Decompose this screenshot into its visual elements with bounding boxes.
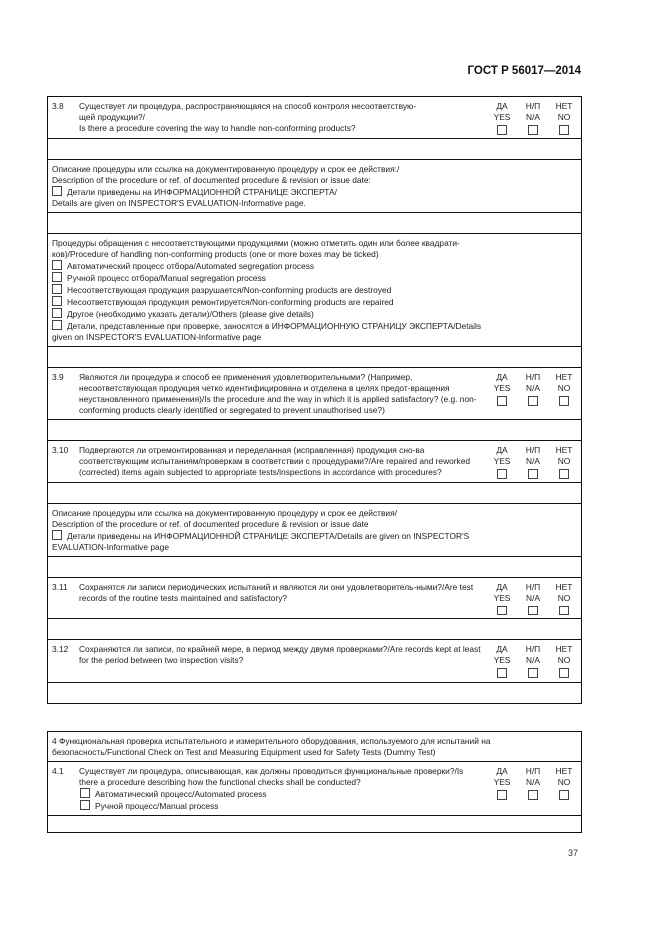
question-number: 3.11 (52, 582, 68, 592)
answer-options (489, 582, 577, 615)
no-label-en: NO (557, 655, 571, 665)
answer-options (489, 644, 577, 679)
no-label-en: NO (557, 456, 571, 466)
question-number: 3.8 (52, 101, 64, 111)
no-checkbox[interactable] (559, 469, 569, 479)
question-text-ru: Существует ли процедура, распространяющаяся на способ контроля несоответствую- (79, 101, 417, 111)
yes-checkbox[interactable] (497, 396, 507, 406)
procedure-description-block (48, 160, 582, 213)
automated-process-label: Автоматический процесс/Automated process (95, 789, 267, 799)
no-checkbox[interactable] (559, 606, 569, 615)
document-header: ГОСТ Р 56017—2014 (467, 65, 581, 77)
no-label-en: NO (557, 383, 571, 393)
question-text: Являются ли процедура и способ ее применения удовлетворительными? (Например, несоответствующая продукция четко идентифицирована и отделена в целях предот-вращения неустановленного применения)/Is the procedure and the way in which it is applied satisfactory? (e.g. non-conforming products clearly identified or segregated to prevent unauthorised use?) (79, 372, 477, 415)
option-label: Автоматический процесс отбора/Automated segregation process (67, 261, 315, 271)
no-checkbox[interactable] (559, 790, 569, 800)
question-3-10 (48, 441, 582, 483)
na-label-en: N/A (526, 383, 540, 393)
yes-label-en: YES (493, 777, 511, 787)
question-number: 3.10 (52, 445, 69, 455)
option-checkbox[interactable] (52, 260, 62, 270)
question-4-1 (48, 762, 582, 816)
yes-label-en: YES (493, 655, 511, 665)
yes-label-en: YES (493, 593, 511, 603)
yes-label-ru: ДА (496, 372, 508, 382)
question-text: Подвергаются ли отремонтированная и переделанная (исправленная) продукция сно-ва соответствующим испытаниям/проверкам в соответствии с процедурами?/Are repaired and reworked (corrected) items again subjected to appropriate tests/inspections in accordance with procedures? (79, 445, 471, 477)
answer-field[interactable] (48, 557, 582, 578)
description-label-ru: Описание процедуры или ссылка на документированную процедуру и срок ее действия:/ (52, 164, 400, 174)
na-checkbox[interactable] (528, 668, 538, 678)
no-label-en: NO (557, 593, 571, 603)
no-label-en: NO (557, 777, 571, 787)
inspector-page-checkbox[interactable] (52, 186, 62, 196)
inspector-page-label: Детали приведены на ИНФОРМАЦИОННОЙ СТРАНИЦЕ ЭКСПЕРТА/Details are given on INSPECTOR'S (67, 531, 470, 541)
no-checkbox[interactable] (559, 125, 569, 135)
na-label-en: N/A (526, 655, 540, 665)
checklist-table-section-3 (47, 96, 582, 704)
no-label-ru: НЕТ (555, 101, 573, 111)
automated-process-checkbox[interactable] (80, 788, 90, 798)
option-label: Детали, представленные при проверке, заносятся в ИНФОРМАЦИОННУЮ СТРАНИЦУ ЭКСПЕРТА/Details (67, 321, 482, 331)
answer-field[interactable] (48, 816, 582, 833)
answer-options (489, 101, 577, 135)
inspector-page-label-cont: EVALUATION-Informative page (52, 542, 169, 552)
question-text: Сохраняются ли записи, по крайней мере, в период между двумя проверками?/Are records kept at least for the period between two inspection visits? (79, 644, 481, 665)
yes-label-en: YES (493, 456, 511, 466)
answer-field[interactable] (48, 347, 582, 368)
yes-checkbox[interactable] (497, 668, 507, 678)
no-label-ru: НЕТ (555, 372, 573, 382)
yes-label-en: YES (493, 112, 511, 122)
inspector-page-label: Детали приведены на ИНФОРМАЦИОННОЙ СТРАНИЦЕ ЭКСПЕРТА/ (67, 187, 337, 197)
handling-intro-cont: ков)/Procedure of handling non-conforming products (one or more boxes may be ticked) (52, 249, 379, 259)
question-3-12 (48, 640, 582, 683)
option-checkbox[interactable] (52, 320, 62, 330)
manual-process-label: Ручной процесс/Manual process (95, 801, 219, 811)
question-text: Существует ли процедура, описывающая, как должны проводиться функциональные проверки?/Is there a procedure describing how the functional checks shall be conducted? (79, 766, 464, 787)
option-label: Ручной процесс отбора/Manual segregation process (67, 273, 266, 283)
na-label-ru: Н/П (525, 766, 541, 776)
na-checkbox[interactable] (528, 790, 538, 800)
na-label-en: N/A (526, 112, 540, 122)
section-title: 4 Функциональная проверка испытательного и измерительного оборудования, используемого для испытаний на безопасность/Functional Check on Test and Measuring Equipment used for Safety Tests (Dummy Test) (52, 736, 491, 757)
question-text-ru-cont: щей продукции?/ (79, 112, 146, 122)
question-3-8 (48, 97, 582, 139)
question-number: 3.12 (52, 644, 69, 654)
option-checkbox[interactable] (52, 284, 62, 294)
question-3-11 (48, 578, 582, 619)
yes-label-ru: ДА (496, 445, 508, 455)
description-label-en: Description of the procedure or ref. of documented procedure & revision or issue date (52, 519, 369, 529)
na-checkbox[interactable] (528, 396, 538, 406)
na-label-ru: Н/П (525, 644, 541, 654)
yes-checkbox[interactable] (497, 790, 507, 800)
yes-label-ru: ДА (496, 766, 508, 776)
no-checkbox[interactable] (559, 668, 569, 678)
question-text-en: Is there a procedure covering the way to handle non-conforming products? (79, 123, 356, 133)
na-label-ru: Н/П (525, 372, 541, 382)
answer-field[interactable] (48, 420, 582, 441)
yes-label-ru: ДА (496, 644, 508, 654)
option-checkbox[interactable] (52, 308, 62, 318)
option-label-cont: given on INSPECTOR'S EVALUATION-Informative page (52, 332, 262, 342)
na-label-ru: Н/П (525, 101, 541, 111)
inspector-page-label-en: Details are given on INSPECTOR'S EVALUATION-Informative page. (52, 198, 306, 208)
answer-options (489, 766, 577, 812)
na-checkbox[interactable] (528, 606, 538, 615)
na-checkbox[interactable] (528, 125, 538, 135)
no-label-ru: НЕТ (555, 644, 573, 654)
answer-options (489, 372, 577, 416)
no-label-ru: НЕТ (555, 445, 573, 455)
yes-label-ru: ДА (496, 582, 508, 592)
yes-checkbox[interactable] (497, 469, 507, 479)
checklist-table-section-4 (47, 731, 582, 833)
manual-process-checkbox[interactable] (80, 800, 90, 810)
inspector-page-checkbox[interactable] (52, 530, 62, 540)
question-3-9 (48, 368, 582, 420)
question-number: 4.1 (52, 766, 64, 776)
yes-label-en: YES (493, 383, 511, 393)
answer-field[interactable] (48, 483, 582, 504)
section-4-title-cell (48, 732, 582, 762)
answer-field[interactable] (48, 213, 582, 234)
na-label-ru: Н/П (525, 582, 541, 592)
option-label: Несоответствующая продукция ремонтируется/Non-conforming products are repaired (67, 297, 394, 307)
option-checkbox[interactable] (52, 296, 62, 306)
handling-intro: Процедуры обращения с несоответствующими продукциями (можно отметить один или более квадрати- (52, 238, 460, 248)
option-checkbox[interactable] (52, 272, 62, 282)
na-label-en: N/A (526, 456, 540, 466)
no-checkbox[interactable] (559, 396, 569, 406)
answer-options (489, 445, 577, 479)
question-text: Сохранятся ли записи периодических испытаний и являются ли они удовлетворитель-ными?/Are test records of the routine tests maintained and satisfactory? (79, 582, 474, 603)
answer-field[interactable] (48, 683, 582, 704)
answer-field[interactable] (48, 619, 582, 640)
no-label-en: NO (557, 112, 571, 122)
description-label-ru: Описание процедуры или ссылка на документированную процедуру и срок ее действия/ (52, 508, 397, 518)
yes-label-ru: ДА (496, 101, 508, 111)
option-label: Несоответствующая продукция разрушается/Non-conforming products are destroyed (67, 285, 392, 295)
no-label-ru: НЕТ (555, 766, 573, 776)
question-number: 3.9 (52, 372, 64, 382)
description-label-en: Description of the procedure or ref. of documented procedure & revision or issue date: (52, 175, 371, 185)
no-label-ru: НЕТ (555, 582, 573, 592)
na-label-ru: Н/П (525, 445, 541, 455)
na-label-en: N/A (526, 777, 540, 787)
na-label-en: N/A (526, 593, 540, 603)
procedure-description-block (48, 504, 582, 557)
handling-procedures-block (48, 234, 582, 347)
yes-checkbox[interactable] (497, 606, 507, 615)
yes-checkbox[interactable] (497, 125, 507, 135)
option-label: Другое (необходимо указать детали)/Others (please give details) (67, 309, 314, 319)
answer-field[interactable] (48, 139, 582, 160)
page-number: 37 (568, 848, 579, 858)
na-checkbox[interactable] (528, 469, 538, 479)
